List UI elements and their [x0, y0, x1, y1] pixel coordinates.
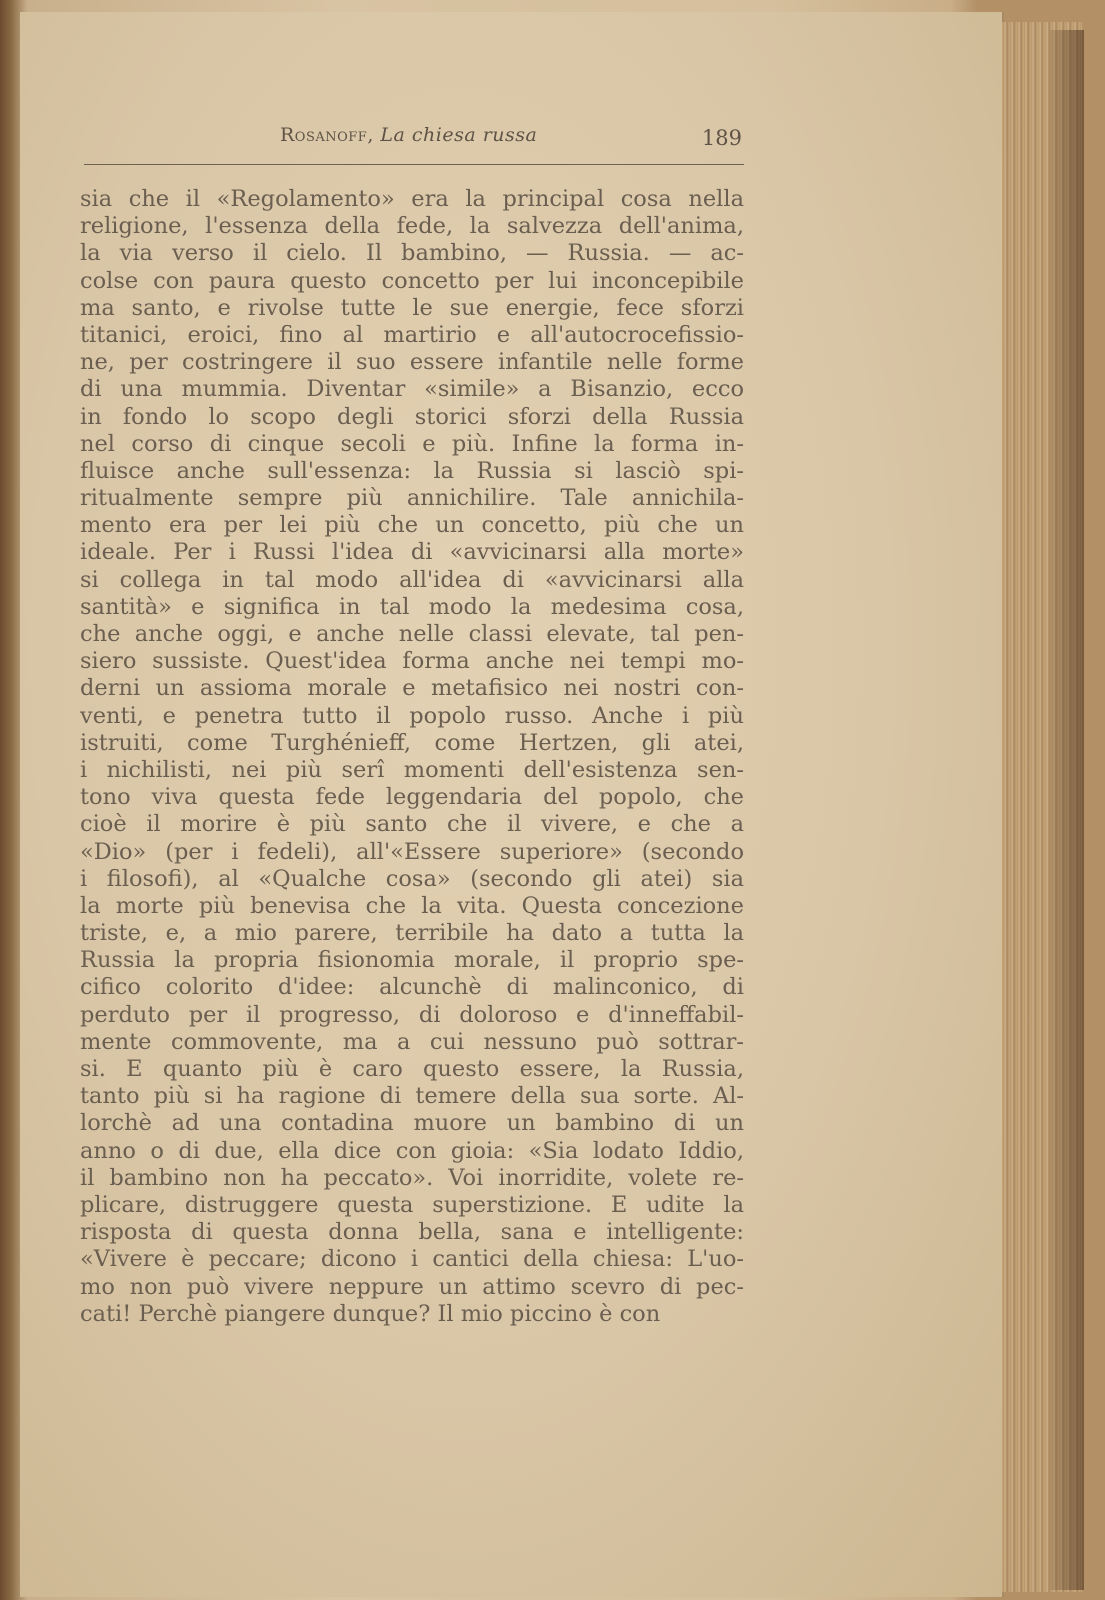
text-line: tanto più si ha ragione di temere della sua sorte. Al-	[80, 1083, 744, 1110]
text-line: mento era per lei più che un concetto, più che un	[80, 512, 744, 539]
text-line: titanici, eroici, fino al martirio e all'autocrocefissio-	[80, 321, 744, 348]
text-line: religione, l'essenza della fede, la salvezza dell'anima,	[80, 213, 744, 240]
running-book-title: La chiesa russa	[380, 124, 538, 146]
text-line: perduto per il progresso, di doloroso e d'inneffabil-	[80, 1001, 744, 1028]
text-line: plicare, distruggere questa superstizione. E udite la	[80, 1191, 744, 1218]
text-line: i nichilisti, nei più serî momenti dell'esistenza sen-	[80, 756, 744, 783]
text-line: cioè il morire è più santo che il vivere, e che a	[80, 811, 744, 838]
text-line: istruiti, come Turghénieff, come Hertzen, gli atei,	[80, 729, 744, 756]
text-line: siero sussiste. Quest'idea forma anche nei tempi mo-	[80, 648, 744, 675]
text-line: Russia la propria fisionomia morale, il proprio spe-	[80, 947, 744, 974]
body-text	[80, 186, 744, 1328]
header-rule	[84, 164, 744, 165]
text-line: ma santo, e rivolse tutte le sue energie, fece sforzi	[80, 294, 744, 321]
text-line: che anche oggi, e anche nelle classi elevate, tal pen-	[80, 621, 744, 647]
text-line: ritualmente sempre più annichilire. Tale annichila-	[80, 485, 744, 512]
text-line: il bambino non ha peccato». Voi inorridite, volete re-	[80, 1164, 744, 1191]
text-line: si collega in tal modo all'idea di «avvicinarsi alla	[80, 566, 744, 593]
text-line: di una mummia. Diventar «simile» a Bisanzio, ecco	[80, 376, 744, 403]
text-line: nel corso di cinque secoli e più. Infine la forma in-	[80, 430, 744, 457]
text-line: venti, e penetra tutto il popolo russo. Anche i più	[80, 702, 744, 729]
text-line: ne, per costringere il suo essere infantile nelle forme	[80, 349, 744, 376]
text-line: in fondo lo scopo degli storici sforzi della Russia	[80, 403, 744, 430]
text-line: cifico colorito d'idee: alcunchè di malinconico, di	[80, 974, 744, 1001]
running-author: Rosanoff,	[280, 124, 374, 146]
text-line: cati! Perchè piangere dunque? Il mio piccino è con	[80, 1300, 661, 1327]
text-line: risposta di questa donna bella, sana e intelligente:	[80, 1219, 744, 1246]
text-line: la via verso il cielo. Il bambino, — Russia. — ac-	[80, 240, 744, 267]
text-line: si. E quanto più è caro questo essere, la Russia,	[80, 1056, 744, 1082]
text-line: triste, e, a mio parere, terribile ha dato a tutta la	[80, 920, 744, 947]
page-edges-shadow	[1050, 30, 1084, 1590]
text-line: i filosofi), al «Qualche cosa» (secondo gli atei) sia	[80, 865, 744, 892]
text-line: ideale. Per i Russi l'idea di «avvicinarsi alla morte»	[80, 539, 744, 566]
text-line: «Dio» (per i fedeli), all'«Essere superiore» (secondo	[80, 838, 744, 865]
text-line: anno o di due, ella dice con gioia: «Sia lodato Iddio,	[80, 1137, 744, 1164]
running-title	[280, 124, 537, 146]
text-line: sia che il «Regolamento» era la principal cosa nella	[80, 186, 744, 212]
text-line: fluisce anche sull'essenza: la Russia si lasciò spi-	[80, 457, 744, 484]
running-header	[84, 118, 744, 158]
text-line: mente commovente, ma a cui nessuno può sottrar-	[80, 1028, 744, 1055]
text-line: derni un assioma morale e metafisico nei nostri con-	[80, 675, 744, 702]
text-line: la morte più benevisa che la vita. Questa concezione	[80, 892, 744, 919]
text-line: mo non può vivere neppure un attimo scevro di pec-	[80, 1273, 744, 1300]
text-line: «Vivere è peccare; dicono i cantici della chiesa: L'uo-	[80, 1246, 744, 1273]
text-line: santità» e significa in tal modo la medesima cosa,	[80, 593, 744, 620]
text-line: colse con paura questo concetto per lui inconcepibile	[80, 267, 744, 294]
text-line: tono viva questa fede leggendaria del popolo, che	[80, 784, 744, 811]
text-line: lorchè ad una contadina muore un bambino di un	[80, 1110, 744, 1137]
page-number: 189	[701, 126, 742, 150]
